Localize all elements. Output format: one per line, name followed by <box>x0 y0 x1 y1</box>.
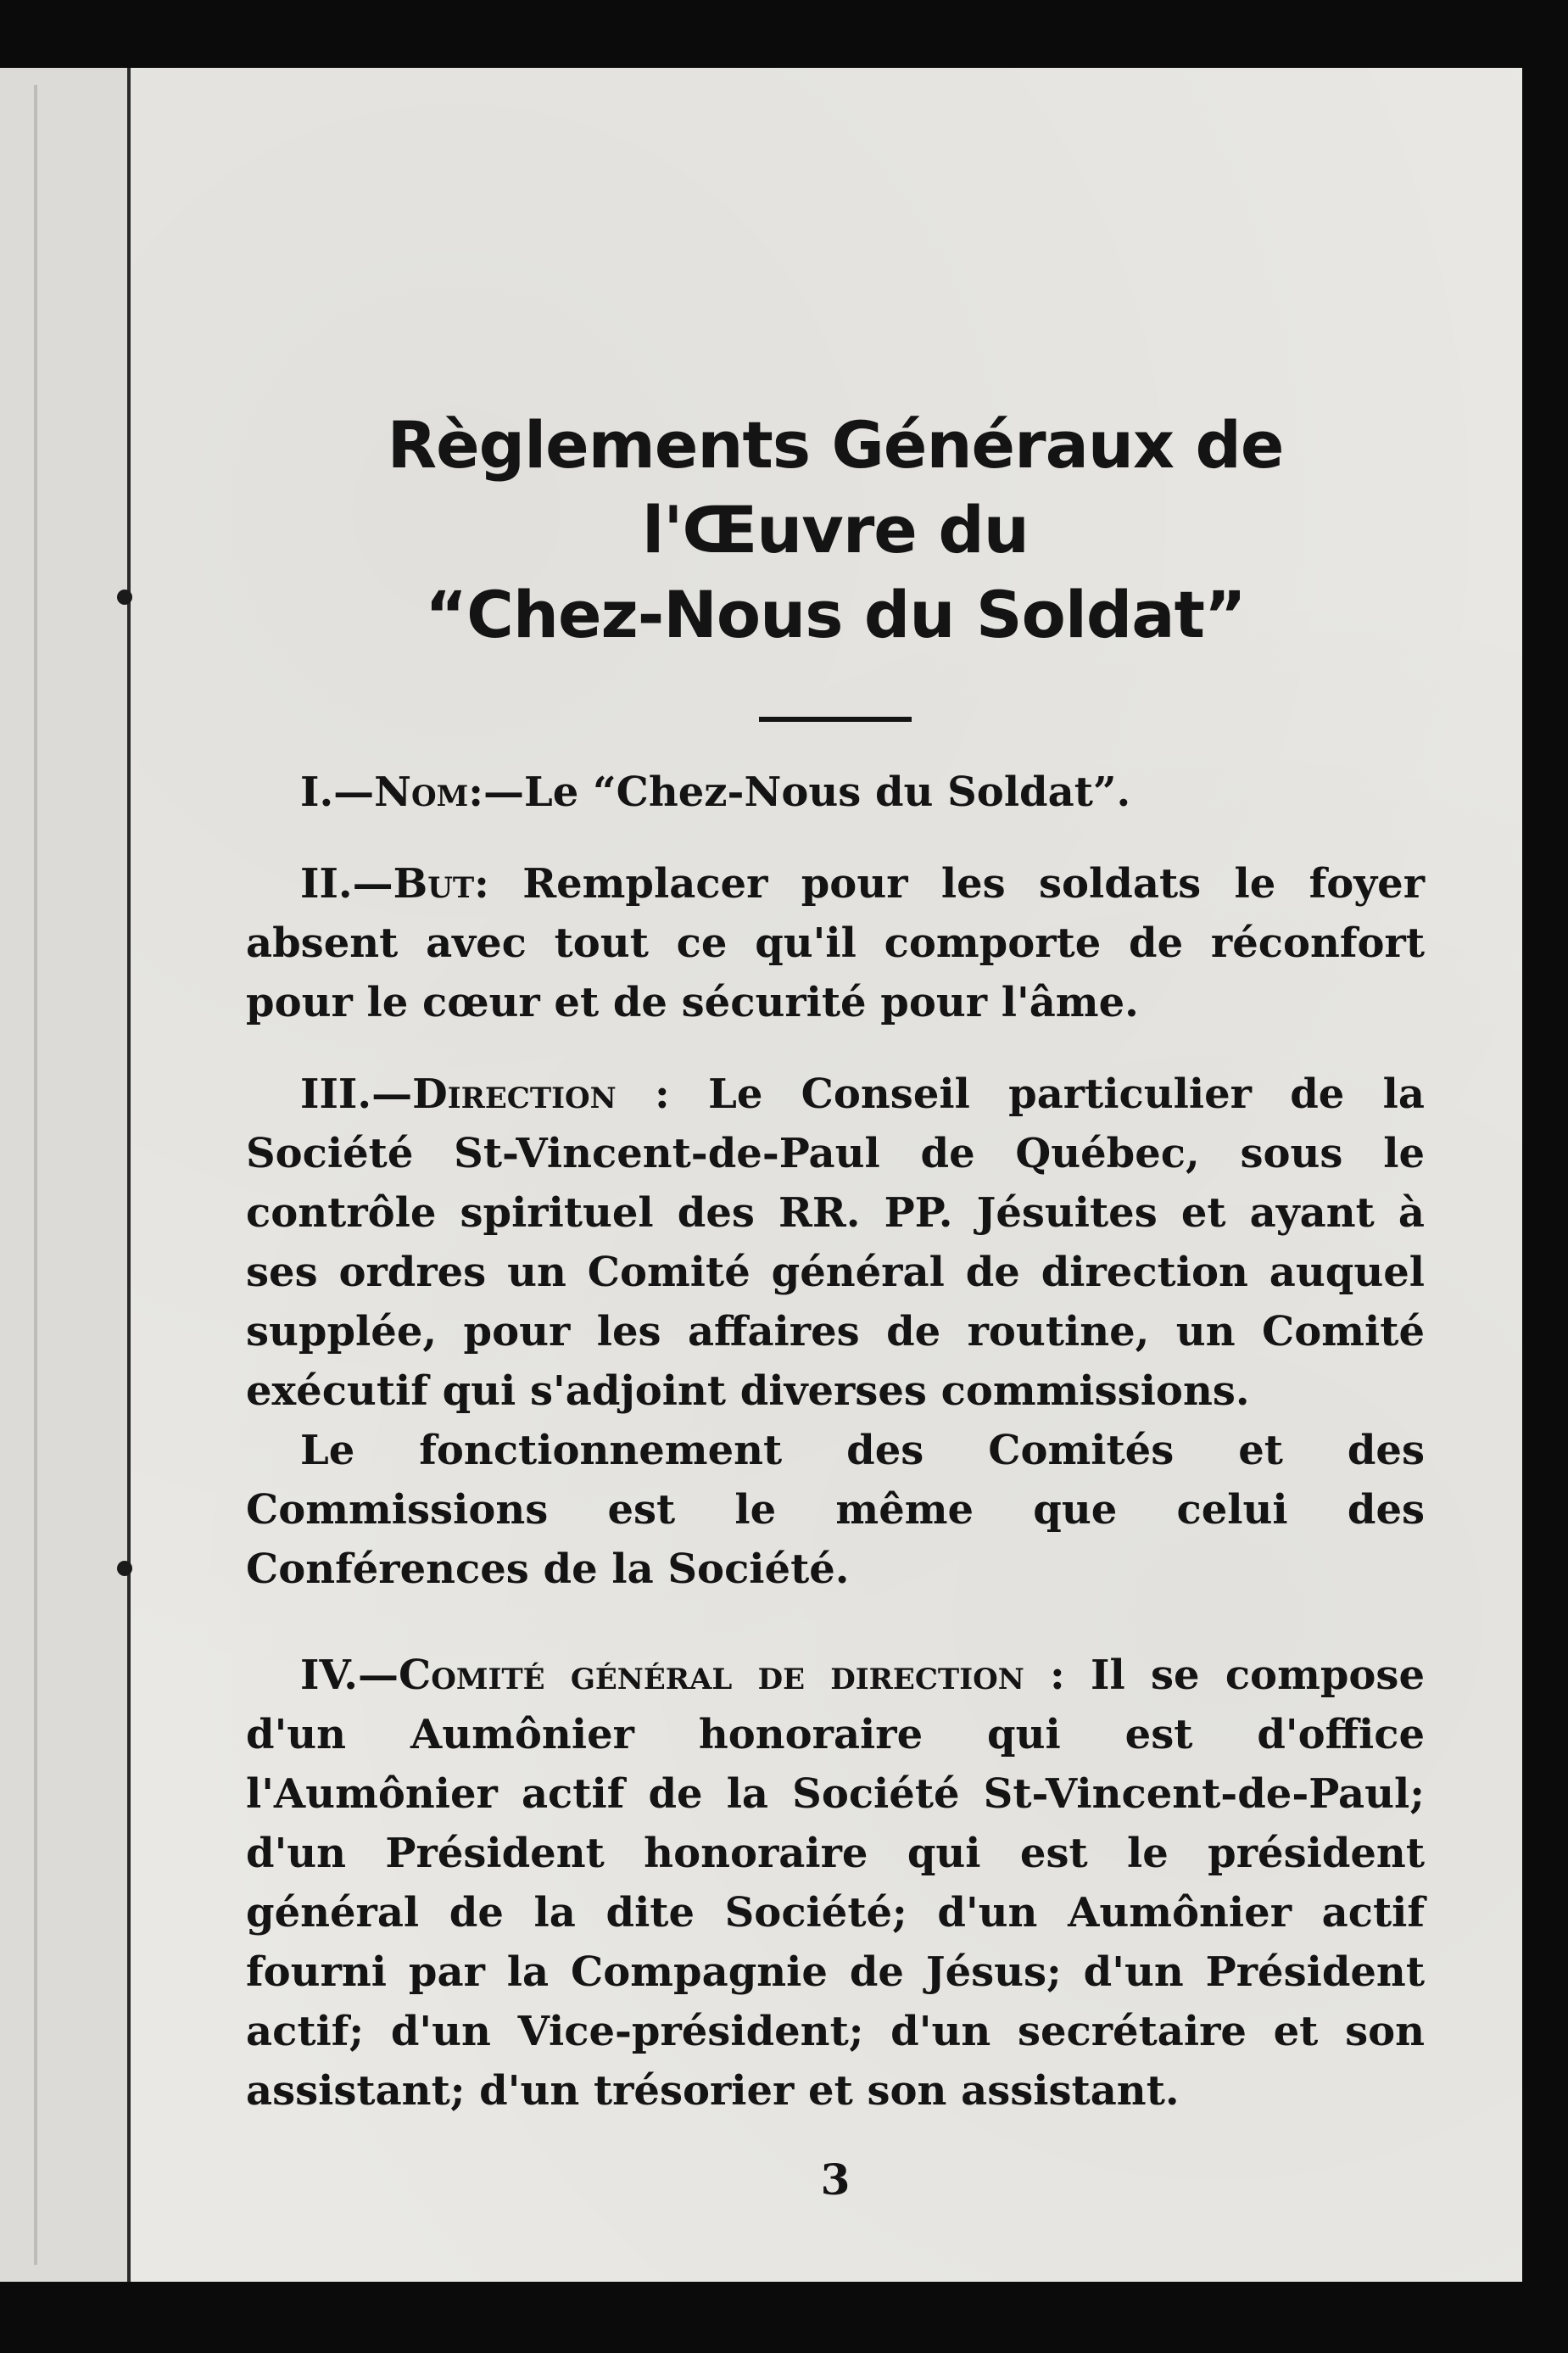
page-content <box>246 403 1425 2205</box>
article-3-text: Le Conseil particulier de la Société St-Vincent-de-Paul de Québec, sous le contrôle spirituel des RR. PP. Jésuites et ayant à ses ordres un Comité général de direction auquel supplée, pour les affaires de routine, un Comité exécutif qui s'adjoint diverses commissions. <box>246 1070 1425 1415</box>
article-3 <box>246 1065 1425 1421</box>
title-line-1: Règlements Généraux de l'Œuvre du <box>387 407 1284 567</box>
article-1-text: Le “Chez-Nous du Soldat”. <box>524 768 1131 816</box>
title-divider <box>759 717 912 722</box>
article-2 <box>246 854 1425 1032</box>
article-2-label: II.—But: <box>300 860 489 908</box>
binding-staple <box>117 590 132 605</box>
page-title <box>246 403 1425 657</box>
page-number: 3 <box>820 2155 851 2205</box>
title-line-2: “Chez-Nous du Soldat” <box>425 577 1246 652</box>
article-1 <box>246 763 1425 822</box>
article-3-label: III.—Direction : <box>300 1070 670 1118</box>
article-3-continuation: Le fonctionnement des Comités et des Commissions est le même que celui des Conférences de la Société. <box>246 1427 1425 1593</box>
article-4-text: Il se compose d'un Aumônier honoraire qui est d'office l'Aumônier actif de la Société St-Vincent-de-Paul; d'un Président honoraire qui est le président général de la dite Société; d'un Aumônier actif fourni par la Compagnie de Jésus; d'un Président actif; d'un Vice-président; d'un secrétaire et son assistant; d'un trésorier et son assistant. <box>246 1652 1425 2115</box>
article-2-text: Remplacer pour les soldats le foyer absent avec tout ce qu'il comporte de réconfort pour le cœur et de sécurité pour l'âme. <box>246 860 1425 1026</box>
page-binding <box>0 68 131 2282</box>
book-page <box>0 68 1522 2282</box>
binding-edge <box>34 85 37 2265</box>
article-4 <box>246 1646 1425 2121</box>
article-1-label: I.—Nom:— <box>300 768 525 816</box>
binding-staple <box>117 1561 132 1576</box>
article-4-label: IV.—Comité général de direction : <box>300 1652 1065 1699</box>
